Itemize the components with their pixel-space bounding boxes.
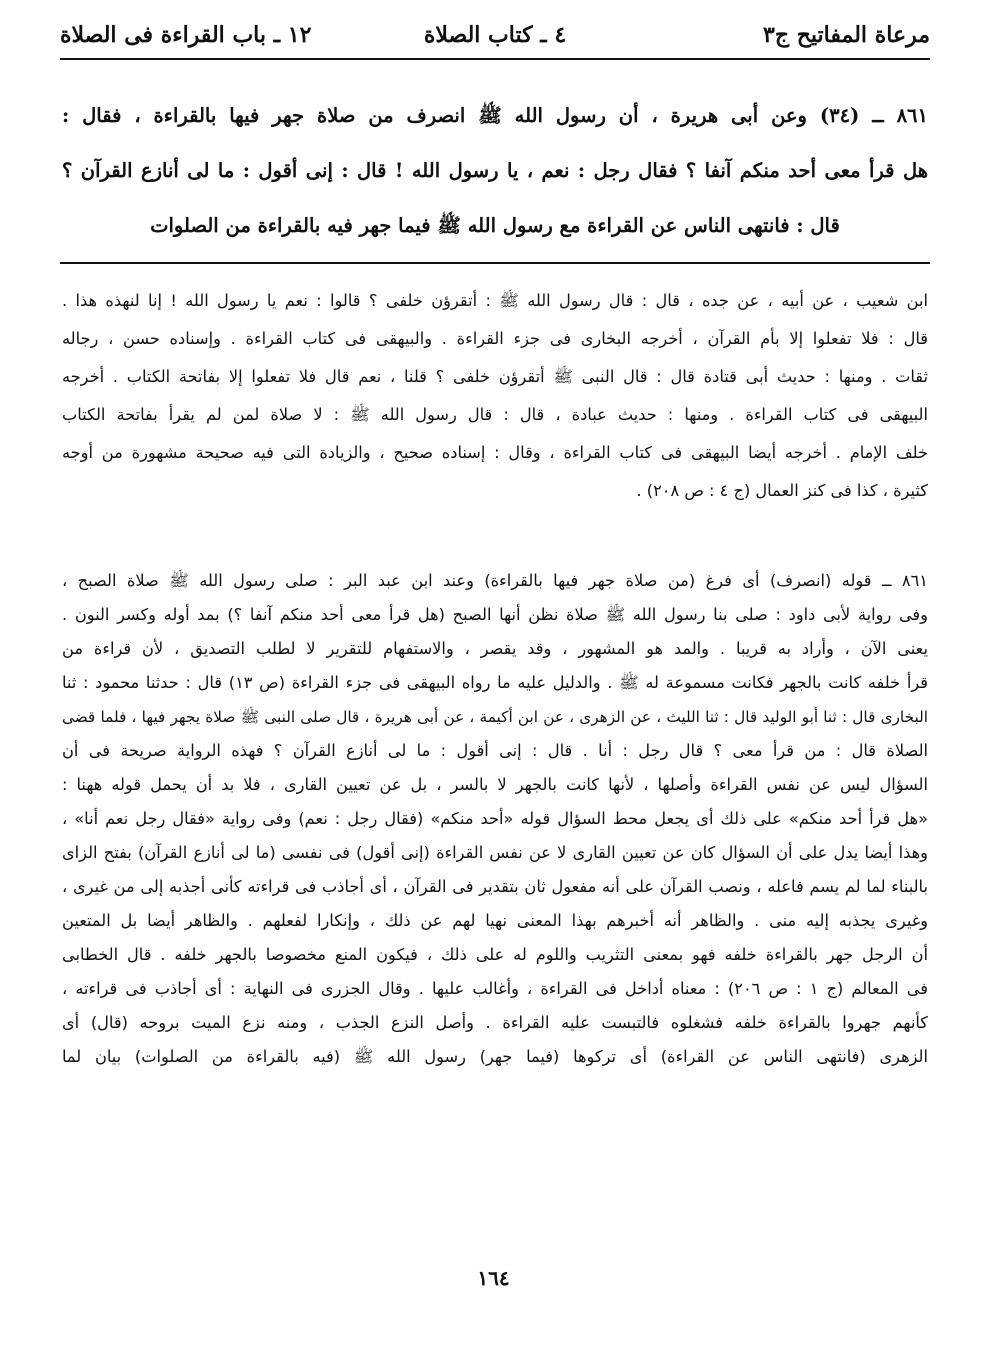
commentary-line: الصلاة قال : من قرأ معى ؟ قال رجل : أنا . قال : إنى أقول : ما لى أنازع القرآن ؟ فهذه الرواية صريحة فى أن (62, 741, 928, 760)
note-line: ثقات . ومنها : حديث أبى قتادة قال : قال النبى ﷺ أتقرؤن خلفى ؟ قلنا ، نعم قال فلا تفعلوا إلا بفاتحة الكتاب . أخرجه (62, 367, 928, 386)
commentary-line: البخارى قال : ثنا أبو الوليد قال : ثنا الليث ، عن الزهرى ، عن ابن أكيمة ، عن أبى هريرة ، قال صلى النبى ﷺ صلاة يجهر فيها ، فلما قضى (62, 708, 928, 726)
note-line: كثيرة ، كذا فى كنز العمال (ج ٤ : ص ٢٠٨) . (636, 481, 928, 500)
commentary-line: «هل قرأ أحد منكم» على ذلك أى يجعل محط السؤال قوله «أحد منكم» (فقال رجل : نعم) وفى رواية «فقال رجل نعم أنا» ، (62, 809, 928, 828)
footnote-continuation (62, 282, 928, 510)
note-line: ابن شعيب ، عن أبيه ، عن جده ، قال : قال رسول الله ﷺ : أتقرؤن خلفى ؟ قالوا : نعم يا رسول الله ! إنا لنهذه هذا . (62, 291, 928, 310)
commentary-line: وغيرى يجذبه إليه منى . والظاهر أنه أخبرهم بهذا المعنى نهيا لهم عن ذلك ، وإنكارا لفعلهم . والظاهر أيضا بل المتعين (62, 911, 928, 930)
hadith-line: ٨٦١ ــ (٣٤) وعن أبى هريرة ، أن رسول الله ﷺ انصرف من صلاة جهر فيها بالقراءة ، فقال : (62, 104, 928, 127)
commentary-line: يعنى الآن ، وأراد به قريبا . والمد هو المشهور ، وقد يقصر ، والاستفهام للتقرير لا لطلب التصديق ، لأن قراءة من (62, 639, 928, 658)
section-divider (60, 262, 930, 264)
commentary-line: فى المعالم (ج ١ : ص ٢٠٦) : معناه أداخل فى القراءة ، وأغالب عليها . وقال الجزرى فى النهاية : أى أجاذب فى قراءته ، (62, 979, 928, 998)
header-rule (60, 58, 930, 60)
commentary-line: بالبناء لما لم يسم فاعله ، ونصب القرآن على أنه مفعول ثان بتقدير فى القرآن ، أى أجاذب فى قراءته كأنى أجذبه إلى من غيرى ، (62, 877, 928, 896)
hadith-line: قال : فانتهى الناس عن القراءة مع رسول الله ﷺ فيما جهر فيه بالقراءة من الصلوات (150, 214, 840, 237)
hadith-line: هل قرأ معى أحد منكم آنفا ؟ فقال رجل : نعم ، يا رسول الله ! قال : إنى أقول : ما لى أنازع القرآن ؟ (62, 159, 928, 182)
commentary-line: الزهرى (فانتهى الناس عن القراءة) أى تركوها (فيما جهر) رسول الله ﷺ (فيه بالقراءة من الصلوات) بيان لما (62, 1047, 928, 1066)
commentary-line: أن الرجل جهر بالقراءة خلفه فهو بمعنى التثريب واللوم له على ذلك ، فيكون المنع مخصوصا بالجهر خلفه . قال الخطابى (62, 945, 928, 964)
commentary-line: قرأ خلفه كانت بالجهر فكانت مسموعة له ﷺ . والدليل عليه ما رواه البيهقى فى جزء القراءة (ص ١٣) قال : حدثنا محمود : ثنا (62, 673, 928, 692)
note-line: البيهقى فى كتاب القراءة . ومنها : حديث عبادة ، قال : قال رسول الله ﷺ : لا صلاة لمن لم يقرأ بفاتحة الكتاب (62, 405, 928, 424)
note-line: قال : فلا تفعلوا إلا بأم القرآن ، أخرجه البخارى فى جزء القراءة . والبيهقى فى كتاب القراءة . وإسناده حسن ، رجاله (62, 329, 928, 348)
hadith-text (62, 88, 928, 253)
header-book-title: مرعاة المفاتيح ج٣ (763, 22, 930, 48)
note-line: خلف الإمام . أخرجه أيضا البيهقى فى كتاب القراءة ، وقال : إسناده صحيح ، والزيادة التى فيه صحيحة مشهورة من أوجه (62, 443, 928, 462)
commentary-line: ٨٦١ ــ قوله (انصرف) أى فرغ (من صلاة جهر فيها بالقراءة) وعند ابن عبد البر : صلى رسول الله ﷺ صلاة الصبح ، (62, 571, 928, 590)
running-header (60, 16, 930, 60)
header-chapter: ١٢ ـ باب القراءة فى الصلاة (60, 22, 312, 48)
commentary-line: كأنهم جهروا بالقراءة خلفه فشغلوه فالتبست عليه القراءة . وأصل النزع الجذب ، ومنه نزع الميت بروحه (قال) أى (62, 1013, 928, 1032)
commentary-line: السؤال ليس عن نفس القراءة وأصلها ، لأنها كانت بالجهر لا بالسر ، بل عن تعيين القارى ، فلا بد أن يحمل قوله ههنا : (62, 775, 928, 794)
commentary-line: وهذا أيضا يدل على أن السؤال كان عن تعيين القارى لا عن نفس القراءة (إنى أقول) فى نفسى (ما لى أنازع القرآن) بفتح الزاى (62, 843, 928, 862)
commentary-line: وفى رواية لأبى داود : صلى بنا رسول الله ﷺ صلاة نظن أنها الصبح (هل قرأ معى أحد منكم آنفا ؟) بمد أوله وكسر النون . (62, 605, 928, 624)
page-number: ١٦٤ (477, 1266, 510, 1290)
header-book-section: ٤ ـ كتاب الصلاة (423, 22, 567, 48)
commentary-text (62, 564, 928, 1074)
